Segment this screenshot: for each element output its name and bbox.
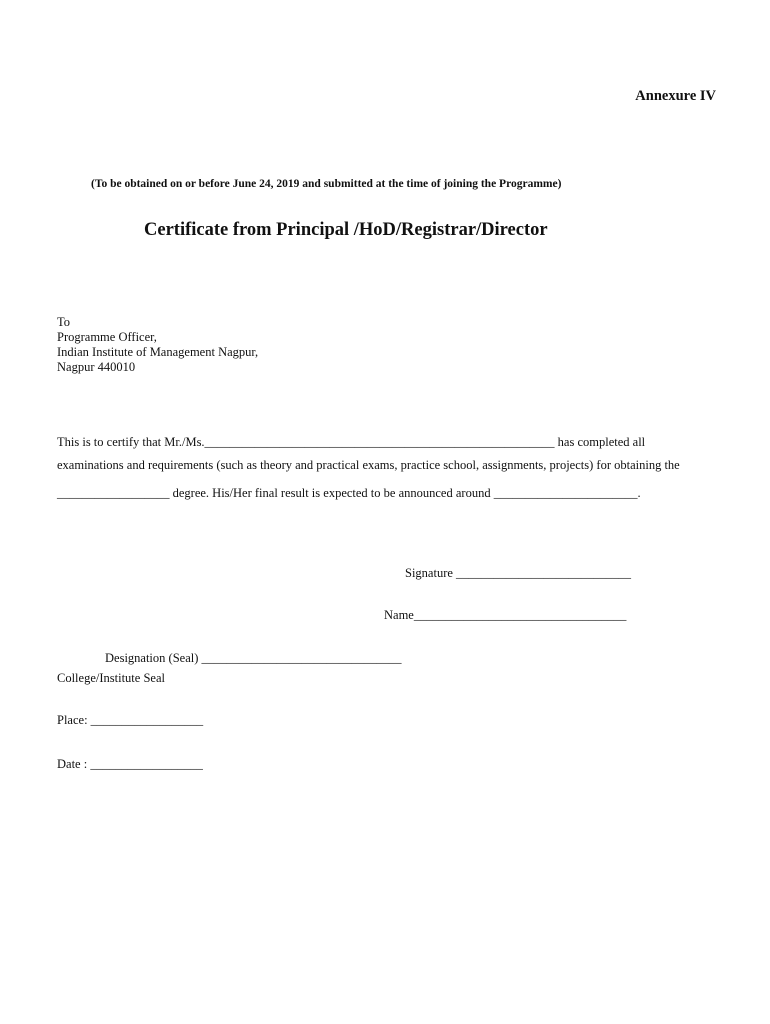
submission-note: (To be obtained on or before June 24, 2019 and submitted at the time of joining the Programme) (91, 178, 562, 190)
signature-field: Signature ____________________________ (405, 566, 632, 580)
place-field: Place: __________________ (57, 713, 204, 727)
date-field: Date : __________________ (57, 757, 203, 771)
designation-field: Designation (Seal) ________________________________ (105, 651, 402, 665)
address-to: To (57, 315, 71, 329)
certify-line-3: __________________ degree. His/Her final result is expected to be announced around _______________________. (57, 486, 641, 500)
annexure-label: Annexure IV (635, 88, 716, 104)
address-line-1: Programme Officer, (57, 330, 157, 344)
institute-seal-label: College/Institute Seal (57, 671, 165, 685)
page-title: Certificate from Principal /HoD/Registrar/Director (144, 220, 548, 240)
address-block (57, 315, 258, 375)
address-line-2: Indian Institute of Management Nagpur, (57, 345, 259, 359)
address-line-3: Nagpur 440010 (57, 360, 136, 374)
certify-line-2: examinations and requirements (such as theory and practical exams, practice school, assignments, projects) for obtaining the (57, 458, 680, 472)
name-field: Name__________________________________ (384, 608, 627, 622)
certify-line-1: This is to certify that Mr./Ms.________________________________________________________ has completed all (57, 435, 646, 449)
